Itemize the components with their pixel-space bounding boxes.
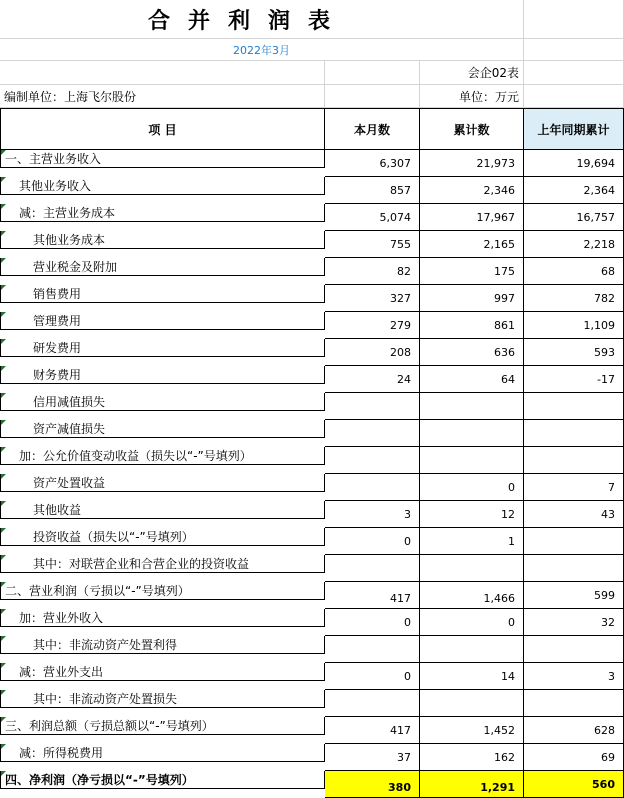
row-label: 加：营业外收入 [19,611,104,625]
row-label-cell[interactable] [0,717,325,735]
row-label-cell[interactable] [0,582,325,600]
cumulative-value[interactable]: 0 [420,474,524,501]
net-profit-month[interactable]: 380 [325,771,420,798]
prior-year-value[interactable]: 69 [524,744,624,771]
error-indicator-icon [1,447,6,452]
row-label: 减：营业外支出 [19,665,104,679]
cumulative-value[interactable]: 162 [420,744,524,771]
row-label-cell[interactable] [0,312,325,330]
form-code: 会企02表 [420,61,524,85]
month-value[interactable]: 5,074 [325,204,420,231]
net-profit-label-text: 四、净利润（净亏损以“-”号填列） [5,773,194,787]
prior-year-value[interactable]: 593 [524,339,624,366]
page-title: 合并利润表 [0,0,524,39]
cumulative-value[interactable]: 861 [420,312,524,339]
cumulative-value[interactable]: 64 [420,366,524,393]
prior-year-value[interactable]: 68 [524,258,624,285]
error-indicator-icon [1,663,6,668]
prior-year-value[interactable]: 43 [524,501,624,528]
prior-year-value[interactable]: -17 [524,366,624,393]
error-indicator-icon [1,582,6,587]
table-row [0,177,624,204]
month-value[interactable]: 3 [325,501,420,528]
form-code-row [0,61,624,85]
net-profit-label[interactable] [0,771,325,789]
net-profit-cumulative[interactable]: 1,291 [420,771,524,798]
row-label-cell[interactable] [0,204,325,222]
cumulative-value[interactable]: 21,973 [420,150,524,177]
error-indicator-icon [1,771,6,776]
table-row [0,609,624,636]
cumulative-value[interactable]: 2,165 [420,231,524,258]
table-row [0,690,624,717]
cumulative-value[interactable]: 997 [420,285,524,312]
empty-cell[interactable] [325,61,420,85]
table-row [0,717,624,744]
row-label: 财务费用 [33,368,82,382]
row-label: 销售费用 [33,287,82,301]
month-value[interactable] [325,555,420,582]
prior-year-value[interactable] [524,447,624,474]
row-label: 一、主营业务收入 [5,152,102,166]
table-row [0,366,624,393]
net-profit-prior[interactable]: 560 [524,771,624,798]
row-label: 二、营业利润（亏损以“-”号填列） [5,584,190,598]
prior-year-value[interactable]: 2,364 [524,177,624,204]
prior-year-value[interactable]: 19,694 [524,150,624,177]
company-name: 编制单位：上海飞尔股份 [0,85,325,108]
cumulative-value[interactable]: 14 [420,663,524,690]
error-indicator-icon [1,420,6,425]
prior-year-value[interactable]: 2,218 [524,231,624,258]
row-label: 信用减值损失 [33,395,106,409]
month-value[interactable] [325,636,420,663]
error-indicator-icon [1,636,6,641]
row-label-cell[interactable] [0,177,325,195]
month-value[interactable]: 417 [325,582,420,609]
error-indicator-icon [1,528,6,533]
cumulative-value[interactable] [420,636,524,663]
empty-cell[interactable] [0,61,325,85]
prior-year-value[interactable]: 16,757 [524,204,624,231]
month-value[interactable]: 6,307 [325,150,420,177]
month-value[interactable] [325,690,420,717]
row-label-cell[interactable] [0,528,325,546]
prior-year-value[interactable]: 3 [524,663,624,690]
error-indicator-icon [1,177,6,182]
cumulative-value[interactable]: 12 [420,501,524,528]
prior-year-value[interactable]: 7 [524,474,624,501]
error-indicator-icon [1,312,6,317]
month-value[interactable] [325,447,420,474]
cumulative-value[interactable]: 2,346 [420,177,524,204]
month-value[interactable]: 37 [325,744,420,771]
row-label: 减：所得税费用 [19,746,104,760]
row-label-cell[interactable] [0,285,325,303]
month-value[interactable]: 417 [325,717,420,744]
cumulative-value[interactable]: 1,452 [420,717,524,744]
row-label-cell[interactable] [0,744,325,762]
row-label: 资产处置收益 [33,476,106,490]
row-label-cell[interactable] [0,420,325,438]
error-indicator-icon [1,609,6,614]
row-label-cell[interactable] [0,663,325,681]
prior-year-value[interactable] [524,420,624,447]
table-row [0,231,624,258]
empty-cell[interactable] [524,39,624,61]
table-row [0,393,624,420]
cumulative-value[interactable] [420,555,524,582]
error-indicator-icon [1,285,6,290]
error-indicator-icon [1,744,6,749]
table-row [0,636,624,663]
month-value[interactable] [325,420,420,447]
prior-year-value[interactable]: 32 [524,609,624,636]
table-row [0,744,624,771]
row-label: 减：主营业务成本 [19,206,116,220]
row-label: 其中：非流动资产处置利得 [33,638,178,652]
error-indicator-icon [1,555,6,560]
row-label: 其中：非流动资产处置损失 [33,692,178,706]
net-profit-row [0,771,624,798]
prior-year-value[interactable] [524,555,624,582]
table-row [0,501,624,528]
row-label: 其他业务收入 [19,179,92,193]
error-indicator-icon [1,690,6,695]
prior-year-value[interactable]: 599 [524,582,624,609]
row-label: 研发费用 [33,341,82,355]
row-label-cell[interactable] [0,474,325,492]
month-value[interactable]: 208 [325,339,420,366]
row-label-cell[interactable] [0,339,325,357]
month-value[interactable] [325,393,420,420]
row-label: 资产减值损失 [33,422,106,436]
error-indicator-icon [1,258,6,263]
table-row [0,204,624,231]
header-cumulative: 累计数 [420,109,524,150]
month-value[interactable]: 0 [325,663,420,690]
row-label: 其他收益 [33,503,82,517]
cumulative-value[interactable] [420,690,524,717]
cumulative-value[interactable]: 636 [420,339,524,366]
error-indicator-icon [1,366,6,371]
month-value[interactable] [325,474,420,501]
table-row [0,474,624,501]
table-row [0,582,624,609]
period-row [0,39,624,61]
row-label: 三、利润总额（亏损总额以“-”号填列） [5,719,214,733]
month-value[interactable]: 755 [325,231,420,258]
prior-year-value[interactable] [524,393,624,420]
cumulative-value[interactable] [420,420,524,447]
table-row [0,285,624,312]
error-indicator-icon [1,204,6,209]
cumulative-value[interactable]: 1,466 [420,582,524,609]
row-label: 管理费用 [33,314,82,328]
company-row [0,85,624,108]
prior-year-value[interactable] [524,690,624,717]
cumulative-value[interactable]: 17,967 [420,204,524,231]
row-label-cell[interactable] [0,366,325,384]
row-label-cell[interactable] [0,393,325,411]
row-label: 其中：对联营企业和合营企业的投资收益 [33,557,250,571]
table-row [0,663,624,690]
cumulative-value[interactable]: 175 [420,258,524,285]
prior-year-value[interactable] [524,528,624,555]
error-indicator-icon [1,393,6,398]
empty-cell[interactable] [325,85,420,108]
row-label: 加：公允价值变动收益（损失以“-”号填列） [19,449,252,463]
error-indicator-icon [1,231,6,236]
header-prior-year: 上年同期累计 [524,109,624,150]
error-indicator-icon [1,717,6,722]
row-label-cell[interactable] [0,555,325,573]
empty-cell[interactable] [524,0,624,39]
prior-year-value[interactable] [524,636,624,663]
error-indicator-icon [1,501,6,506]
empty-cell[interactable] [524,61,624,85]
table-row [0,339,624,366]
table-row [0,312,624,339]
row-label: 其他业务成本 [33,233,106,247]
unit-label: 单位：万元 [420,85,524,108]
table-row [0,258,624,285]
cumulative-value[interactable] [420,393,524,420]
row-label-cell[interactable] [0,636,325,654]
table-row [0,555,624,582]
row-label: 营业税金及附加 [33,260,118,274]
prior-year-value[interactable]: 1,109 [524,312,624,339]
month-value[interactable]: 24 [325,366,420,393]
table-row [0,528,624,555]
period-date: 2022年3月 [0,39,524,61]
row-label-cell[interactable] [0,150,325,168]
table-row [0,150,624,177]
empty-cell[interactable] [524,85,624,108]
row-label-cell[interactable] [0,447,325,465]
cumulative-value[interactable]: 1 [420,528,524,555]
table-header [0,108,624,150]
month-value[interactable]: 82 [325,258,420,285]
month-value[interactable]: 327 [325,285,420,312]
row-label-cell[interactable] [0,690,325,708]
month-value[interactable]: 857 [325,177,420,204]
table-row [0,420,624,447]
error-indicator-icon [1,474,6,479]
cumulative-value[interactable] [420,447,524,474]
title-row [0,0,624,39]
prior-year-value[interactable]: 628 [524,717,624,744]
month-value[interactable]: 279 [325,312,420,339]
cumulative-value[interactable]: 0 [420,609,524,636]
row-label-cell[interactable] [0,258,325,276]
table-row [0,447,624,474]
header-item: 项 目 [0,109,325,150]
month-value[interactable]: 0 [325,609,420,636]
prior-year-value[interactable]: 782 [524,285,624,312]
row-label-cell[interactable] [0,501,325,519]
row-label-cell[interactable] [0,231,325,249]
row-label-cell[interactable] [0,609,325,627]
header-month: 本月数 [325,109,420,150]
error-indicator-icon [1,339,6,344]
error-indicator-icon [1,150,6,155]
row-label: 投资收益（损失以“-”号填列） [33,530,194,544]
month-value[interactable]: 0 [325,528,420,555]
